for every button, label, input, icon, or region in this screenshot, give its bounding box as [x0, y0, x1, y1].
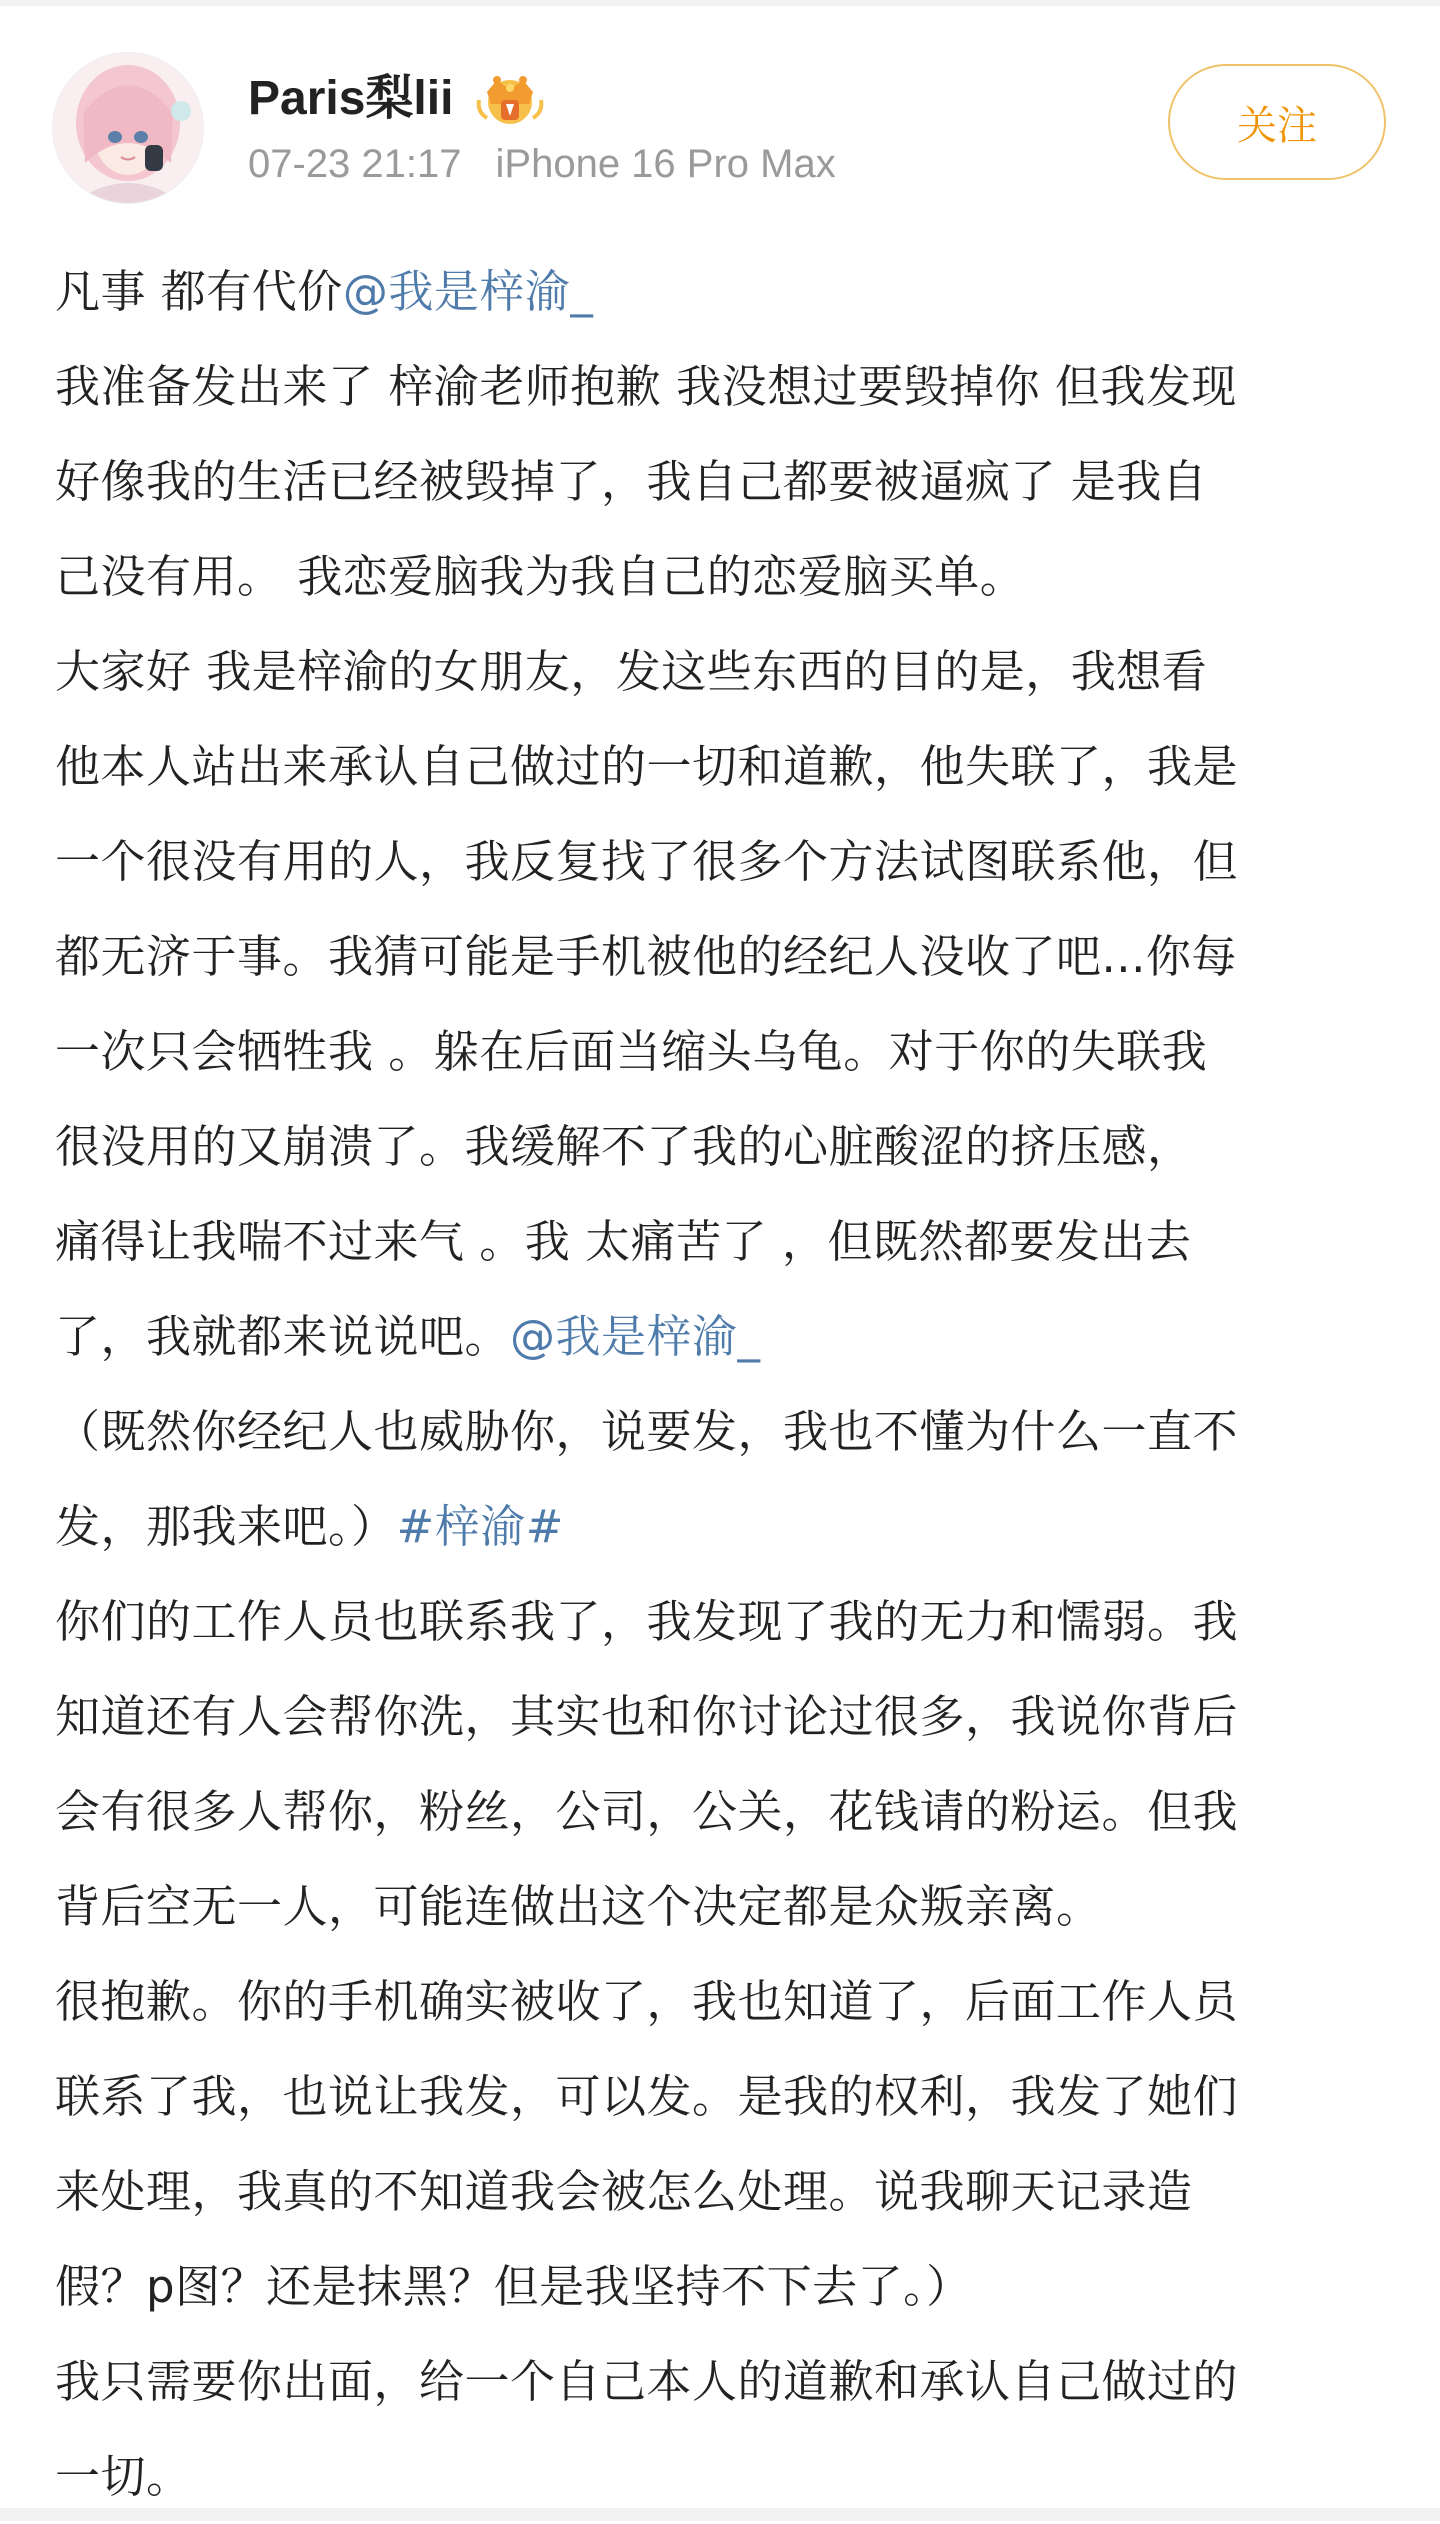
post-text: （既然你经纪人也威胁你，说要发，我也不懂为什么一直不 [55, 1405, 1239, 1458]
post-text: 一次只会牺牲我 。躲在后面当缩头乌龟。对于你的失联我 [55, 1025, 1208, 1078]
post-text: 联系了我，也说让我发，可以发。是我的权利，我发了她们 [55, 2070, 1239, 2123]
post-text: 好像我的生活已经被毁掉了，我自己都要被逼疯了 是我自 [55, 455, 1208, 508]
post-text: 大家好 我是梓渝的女朋友，发这些东西的目的是，我想看 [55, 645, 1208, 698]
post-text: 来处理，我真的不知道我会被怎么处理。说我聊天记录造 [55, 2165, 1193, 2218]
user-name-row [248, 64, 545, 134]
post-text: 很没用的又崩溃了。我缓解不了我的心脏酸涩的挤压感， [55, 1120, 1193, 1173]
bottom-divider [0, 2508, 1440, 2521]
post-text-line [55, 1004, 1395, 1099]
post-text: 一切。 [55, 2450, 192, 2503]
post-text: 很抱歉。你的手机确实被收了，我也知道了，后面工作人员 [55, 1975, 1239, 2028]
post-text: 会有很多人帮你，粉丝，公司，公关，花钱请的粉运。但我 [55, 1785, 1239, 1838]
hashtag-link[interactable]: #梓渝# [396, 1500, 564, 1553]
post-text-line [55, 1669, 1395, 1764]
post-meta [248, 144, 836, 184]
post-text-line [55, 2334, 1395, 2429]
post-text-line [55, 339, 1395, 434]
post-text-line [55, 1289, 1395, 1384]
post-text-line [55, 1574, 1395, 1669]
post-text-line [55, 2239, 1395, 2334]
post-text-line [55, 1384, 1395, 1479]
post-text-line [55, 2049, 1395, 2144]
post-text: 背后空无一人，可能连做出这个决定都是众叛亲离。 [55, 1880, 1102, 1933]
post-text: 你们的工作人员也联系我了，我发现了我的无力和懦弱。我 [55, 1595, 1239, 1648]
post-text-line [55, 719, 1395, 814]
post-text-line [55, 529, 1395, 624]
post-text-line [55, 2144, 1395, 2239]
post-text-line [55, 1859, 1395, 1954]
post-text: 了，我就都来说说吧。 [55, 1310, 511, 1363]
post-text-line [55, 1764, 1395, 1859]
mention-link[interactable]: @我是梓渝_ [510, 1310, 761, 1363]
follow-button[interactable]: 关注 [1168, 64, 1386, 180]
post-timestamp: 07-23 21:17 [248, 142, 462, 186]
post-text: 发，那我来吧。） [55, 1500, 397, 1553]
post-text: 知道还有人会帮你洗，其实也和你讨论过很多，我说你背后 [55, 1690, 1239, 1743]
post-text-line [55, 909, 1395, 1004]
post-text-line [55, 244, 1395, 339]
avatar[interactable] [52, 52, 204, 204]
post-text-line [55, 1194, 1395, 1289]
post-text: 他本人站出来承认自己做过的一切和道歉，他失联了，我是 [55, 740, 1239, 793]
post-text-line [55, 434, 1395, 529]
post-text: 一个很没有用的人，我反复找了很多个方法试图联系他，但 [55, 835, 1239, 888]
post-text: 我准备发出来了 梓渝老师抱歉 我没想过要毁掉你 但我发现 [55, 360, 1237, 413]
post-text-line [55, 814, 1395, 909]
post-text: 痛得让我喘不过来气 。我 太痛苦了 ，但既然都要发出去 [55, 1215, 1192, 1268]
post-text: 我只需要你出面，给一个自己本人的道歉和承认自己做过的 [55, 2355, 1239, 2408]
post-device: iPhone 16 Pro Max [495, 142, 836, 186]
post-text: 己没有用。 我恋爱脑我为我自己的恋爱脑买单。 [55, 550, 1026, 603]
crown-badge-icon[interactable] [475, 70, 545, 128]
post-text: 假？p图？还是抹黑？但是我坚持不下去了。） [55, 2260, 972, 2313]
post-text: 都无济于事。我猜可能是手机被他的经纪人没收了吧...你每 [55, 930, 1237, 983]
user-name[interactable]: Paris梨lii [248, 72, 454, 125]
post-content [55, 244, 1395, 2524]
mention-link[interactable]: @我是梓渝_ [342, 265, 594, 318]
post-text: 凡事 都有代价 [55, 265, 343, 318]
post-text-line [55, 624, 1395, 719]
post-header [0, 6, 1440, 206]
post-text-line [55, 1954, 1395, 2049]
post-text-line [55, 1099, 1395, 1194]
avatar-image [53, 53, 203, 203]
post-text-line [55, 1479, 1395, 1574]
